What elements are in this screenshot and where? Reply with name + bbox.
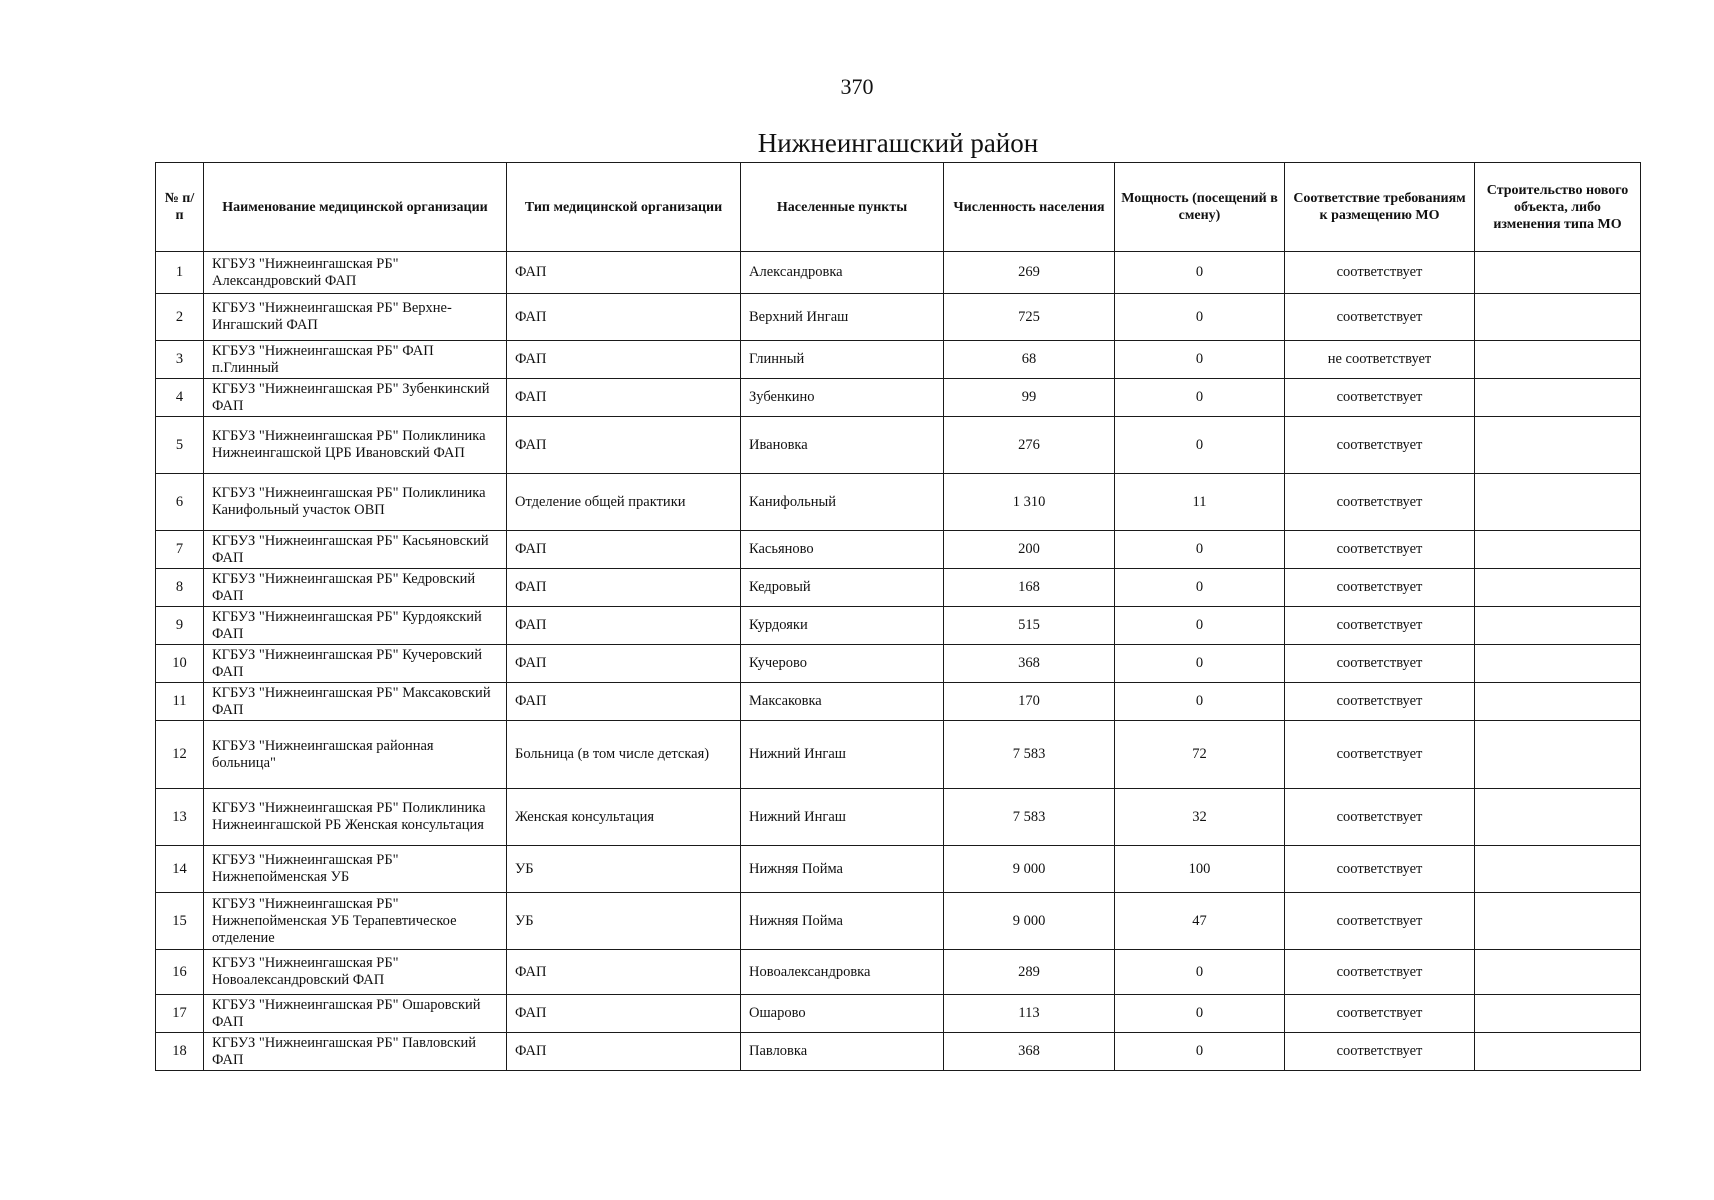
cell-population: 276 <box>944 417 1115 474</box>
cell-population: 113 <box>944 995 1115 1033</box>
header-settlements: Населенные пункты <box>741 163 944 252</box>
cell-capacity: 0 <box>1115 417 1285 474</box>
table-row <box>156 950 1641 995</box>
cell-compliance: соответствует <box>1285 252 1475 294</box>
table-row <box>156 1033 1641 1071</box>
cell-compliance: соответствует <box>1285 531 1475 569</box>
cell-compliance: соответствует <box>1285 1033 1475 1071</box>
cell-org-type: ФАП <box>507 995 741 1033</box>
cell-num: 2 <box>156 294 204 341</box>
cell-population: 7 583 <box>944 789 1115 846</box>
cell-org-name: КГБУЗ "Нижнеингашская РБ" Нижнепойменская УБ Терапевтическое отделение <box>204 893 507 950</box>
cell-org-type: ФАП <box>507 341 741 379</box>
cell-org-name: КГБУЗ "Нижнеингашская РБ" Поликлиника Нижнеингашской РБ Женская консультация <box>204 789 507 846</box>
cell-num: 4 <box>156 379 204 417</box>
cell-num: 3 <box>156 341 204 379</box>
cell-num: 13 <box>156 789 204 846</box>
cell-num: 9 <box>156 607 204 645</box>
cell-construction <box>1475 950 1641 995</box>
cell-settlement: Канифольный <box>741 474 944 531</box>
cell-construction <box>1475 893 1641 950</box>
cell-capacity: 32 <box>1115 789 1285 846</box>
district-title: Нижнеингашский район <box>757 128 1039 158</box>
cell-compliance: соответствует <box>1285 789 1475 846</box>
cell-construction <box>1475 341 1641 379</box>
cell-org-name: КГБУЗ "Нижнеингашская РБ" Павловский ФАП <box>204 1033 507 1071</box>
cell-capacity: 0 <box>1115 379 1285 417</box>
cell-capacity: 0 <box>1115 341 1285 379</box>
cell-org-type: ФАП <box>507 294 741 341</box>
cell-population: 9 000 <box>944 846 1115 893</box>
cell-settlement: Нижняя Пойма <box>741 846 944 893</box>
cell-population: 68 <box>944 341 1115 379</box>
cell-population: 168 <box>944 569 1115 607</box>
cell-compliance: соответствует <box>1285 893 1475 950</box>
header-compliance: Соответствие требованиям к размещению МО <box>1285 163 1475 252</box>
cell-org-name: КГБУЗ "Нижнеингашская РБ" ФАП п.Глинный <box>204 341 507 379</box>
table-body <box>156 252 1641 1071</box>
cell-num: 7 <box>156 531 204 569</box>
cell-org-type: УБ <box>507 893 741 950</box>
cell-num: 8 <box>156 569 204 607</box>
cell-compliance: соответствует <box>1285 683 1475 721</box>
cell-population: 200 <box>944 531 1115 569</box>
cell-num: 11 <box>156 683 204 721</box>
cell-org-name: КГБУЗ "Нижнеингашская РБ" Зубенкинский ФАП <box>204 379 507 417</box>
cell-num: 6 <box>156 474 204 531</box>
cell-population: 9 000 <box>944 893 1115 950</box>
cell-num: 10 <box>156 645 204 683</box>
cell-capacity: 0 <box>1115 995 1285 1033</box>
table-row <box>156 417 1641 474</box>
table-row <box>156 721 1641 789</box>
cell-population: 1 310 <box>944 474 1115 531</box>
cell-compliance: соответствует <box>1285 645 1475 683</box>
cell-num: 14 <box>156 846 204 893</box>
cell-settlement: Зубенкино <box>741 379 944 417</box>
cell-org-type: ФАП <box>507 1033 741 1071</box>
cell-compliance: соответствует <box>1285 995 1475 1033</box>
cell-org-type: ФАП <box>507 417 741 474</box>
cell-org-type: ФАП <box>507 569 741 607</box>
cell-compliance: соответствует <box>1285 474 1475 531</box>
medical-organizations-table <box>155 162 1641 1071</box>
table-row <box>156 846 1641 893</box>
cell-settlement: Александровка <box>741 252 944 294</box>
cell-capacity: 0 <box>1115 531 1285 569</box>
cell-settlement: Кедровый <box>741 569 944 607</box>
header-org-type: Тип медицинской организации <box>507 163 741 252</box>
cell-construction <box>1475 569 1641 607</box>
header-capacity: Мощность (посещений в смену) <box>1115 163 1285 252</box>
cell-org-name: КГБУЗ "Нижнеингашская РБ" Максаковский ФАП <box>204 683 507 721</box>
cell-org-type: ФАП <box>507 252 741 294</box>
table-row <box>156 341 1641 379</box>
cell-compliance: соответствует <box>1285 379 1475 417</box>
cell-population: 515 <box>944 607 1115 645</box>
cell-org-type: ФАП <box>507 645 741 683</box>
cell-construction <box>1475 607 1641 645</box>
cell-org-type: ФАП <box>507 607 741 645</box>
cell-construction <box>1475 294 1641 341</box>
table-header-row <box>156 163 1641 252</box>
cell-settlement: Кучерово <box>741 645 944 683</box>
header-construction: Строительство нового объекта, либо изменения типа МО <box>1475 163 1641 252</box>
cell-capacity: 0 <box>1115 252 1285 294</box>
cell-settlement: Верхний Ингаш <box>741 294 944 341</box>
cell-org-name: КГБУЗ "Нижнеингашская РБ" Касьяновский ФАП <box>204 531 507 569</box>
cell-org-type: ФАП <box>507 950 741 995</box>
cell-capacity: 11 <box>1115 474 1285 531</box>
cell-population: 725 <box>944 294 1115 341</box>
cell-construction <box>1475 995 1641 1033</box>
cell-settlement: Нижний Ингаш <box>741 721 944 789</box>
cell-population: 368 <box>944 1033 1115 1071</box>
table-row <box>156 789 1641 846</box>
cell-org-name: КГБУЗ "Нижнеингашская районная больница" <box>204 721 507 789</box>
cell-construction <box>1475 683 1641 721</box>
cell-capacity: 100 <box>1115 846 1285 893</box>
table-row <box>156 893 1641 950</box>
cell-compliance: соответствует <box>1285 721 1475 789</box>
cell-compliance: соответствует <box>1285 950 1475 995</box>
cell-org-type: Женская консультация <box>507 789 741 846</box>
cell-compliance: соответствует <box>1285 417 1475 474</box>
cell-capacity: 0 <box>1115 607 1285 645</box>
cell-org-name: КГБУЗ "Нижнеингашская РБ" Нижнепойменская УБ <box>204 846 507 893</box>
cell-population: 7 583 <box>944 721 1115 789</box>
cell-num: 1 <box>156 252 204 294</box>
cell-org-type: УБ <box>507 846 741 893</box>
cell-num: 18 <box>156 1033 204 1071</box>
cell-settlement: Курдояки <box>741 607 944 645</box>
table-row <box>156 379 1641 417</box>
cell-construction <box>1475 474 1641 531</box>
header-org-name: Наименование медицинской организации <box>204 163 507 252</box>
cell-settlement: Касьяново <box>741 531 944 569</box>
cell-capacity: 0 <box>1115 294 1285 341</box>
cell-population: 269 <box>944 252 1115 294</box>
cell-construction <box>1475 645 1641 683</box>
table-row <box>156 645 1641 683</box>
cell-num: 5 <box>156 417 204 474</box>
cell-settlement: Павловка <box>741 1033 944 1071</box>
cell-construction <box>1475 1033 1641 1071</box>
cell-compliance: соответствует <box>1285 569 1475 607</box>
table-row <box>156 252 1641 294</box>
cell-capacity: 0 <box>1115 645 1285 683</box>
cell-capacity: 0 <box>1115 569 1285 607</box>
cell-population: 170 <box>944 683 1115 721</box>
cell-settlement: Нижняя Пойма <box>741 893 944 950</box>
cell-settlement: Нижний Ингаш <box>741 789 944 846</box>
cell-num: 17 <box>156 995 204 1033</box>
cell-org-name: КГБУЗ "Нижнеингашская РБ" Ошаровский ФАП <box>204 995 507 1033</box>
header-num: № п/п <box>156 163 204 252</box>
cell-org-name: КГБУЗ "Нижнеингашская РБ" Поликлиника Нижнеингашской ЦРБ Ивановский ФАП <box>204 417 507 474</box>
table-row <box>156 683 1641 721</box>
cell-population: 99 <box>944 379 1115 417</box>
cell-construction <box>1475 789 1641 846</box>
cell-org-type: Больница (в том числе детская) <box>507 721 741 789</box>
cell-num: 16 <box>156 950 204 995</box>
cell-construction <box>1475 531 1641 569</box>
cell-settlement: Максаковка <box>741 683 944 721</box>
cell-org-name: КГБУЗ "Нижнеингашская РБ" Поликлиника Канифольный участок ОВП <box>204 474 507 531</box>
cell-org-name: КГБУЗ "Нижнеингашская РБ" Кедровский ФАП <box>204 569 507 607</box>
cell-org-name: КГБУЗ "Нижнеингашская РБ" Курдоякский ФАП <box>204 607 507 645</box>
cell-num: 15 <box>156 893 204 950</box>
table-row <box>156 474 1641 531</box>
cell-compliance: соответствует <box>1285 294 1475 341</box>
cell-org-type: ФАП <box>507 531 741 569</box>
cell-construction <box>1475 379 1641 417</box>
table-row <box>156 294 1641 341</box>
cell-compliance: не соответствует <box>1285 341 1475 379</box>
cell-compliance: соответствует <box>1285 607 1475 645</box>
cell-construction <box>1475 417 1641 474</box>
cell-capacity: 0 <box>1115 950 1285 995</box>
cell-capacity: 0 <box>1115 683 1285 721</box>
cell-capacity: 47 <box>1115 893 1285 950</box>
table-row <box>156 995 1641 1033</box>
cell-org-type: ФАП <box>507 683 741 721</box>
cell-org-name: КГБУЗ "Нижнеингашская РБ" Верхне-Ингашский ФАП <box>204 294 507 341</box>
cell-capacity: 72 <box>1115 721 1285 789</box>
cell-population: 368 <box>944 645 1115 683</box>
cell-org-name: КГБУЗ "Нижнеингашская РБ" Александровский ФАП <box>204 252 507 294</box>
cell-capacity: 0 <box>1115 1033 1285 1071</box>
cell-settlement: Новоалександровка <box>741 950 944 995</box>
cell-compliance: соответствует <box>1285 846 1475 893</box>
cell-org-type: Отделение общей практики <box>507 474 741 531</box>
header-population: Численность населения <box>944 163 1115 252</box>
cell-construction <box>1475 846 1641 893</box>
table-row <box>156 607 1641 645</box>
cell-settlement: Ошарово <box>741 995 944 1033</box>
table-row <box>156 531 1641 569</box>
table-row <box>156 569 1641 607</box>
cell-construction <box>1475 252 1641 294</box>
cell-org-name: КГБУЗ "Нижнеингашская РБ" Новоалександровский ФАП <box>204 950 507 995</box>
cell-settlement: Ивановка <box>741 417 944 474</box>
page-number: 370 <box>840 74 874 99</box>
cell-org-name: КГБУЗ "Нижнеингашская РБ" Кучеровский ФАП <box>204 645 507 683</box>
cell-construction <box>1475 721 1641 789</box>
cell-num: 12 <box>156 721 204 789</box>
cell-population: 289 <box>944 950 1115 995</box>
cell-org-type: ФАП <box>507 379 741 417</box>
cell-settlement: Глинный <box>741 341 944 379</box>
